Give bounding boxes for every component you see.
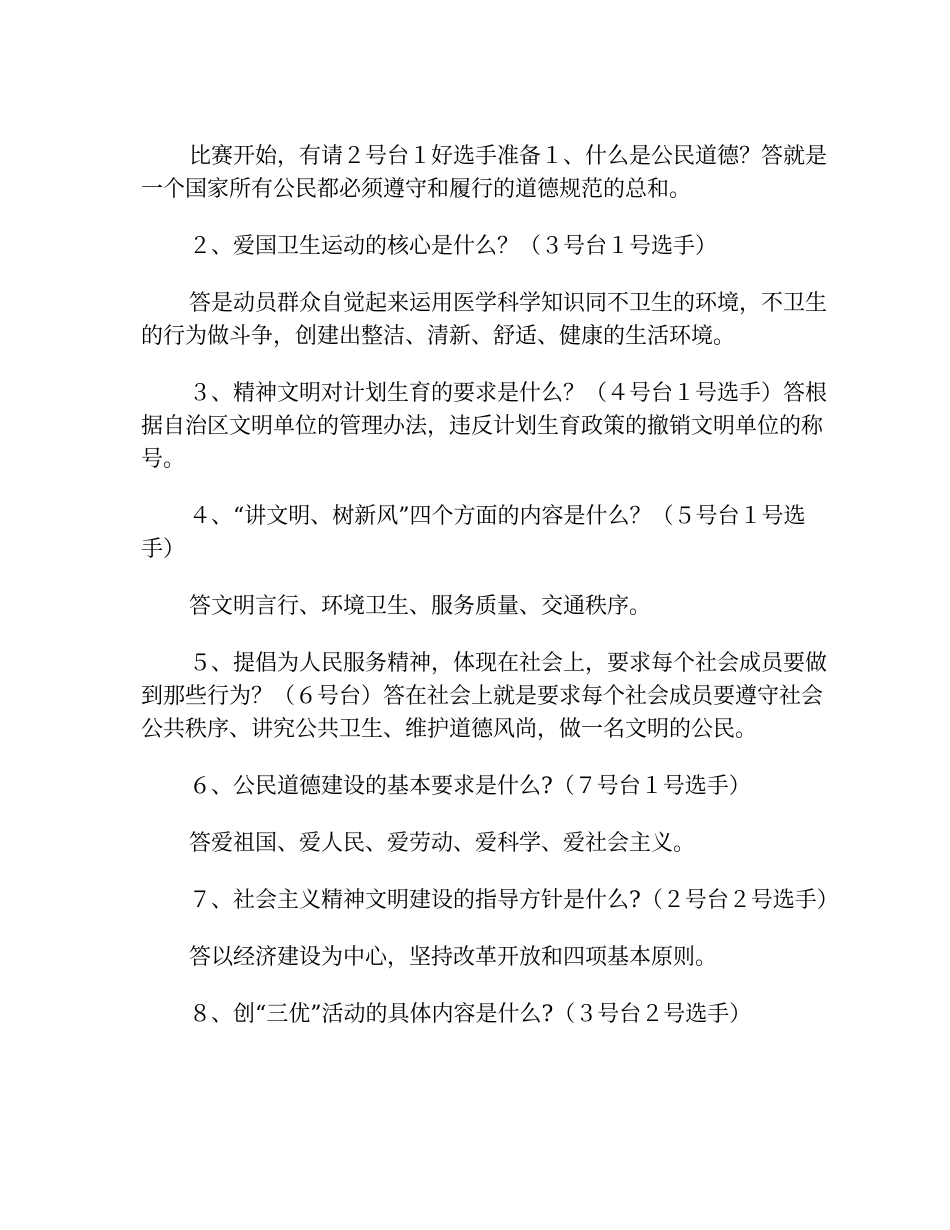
paragraph-q7: ７、社会主义精神文明建设的指导方针是什么?（２号台２号选手） xyxy=(189,888,839,913)
paragraph-a2: 答是动员群众自觉起来运用医学科学知识同不卫生的环境，不卫生的行为做斗争，创建出整洁、清新、舒适、健康的生活环境。 xyxy=(141,291,828,349)
paragraph-q3-a3: ３、精神文明对计划生育的要求是什么？（４号台１号选手）答根据自治区文明单位的管理办法，违反计划生育政策的撤销文明单位的称号。 xyxy=(141,381,828,472)
paragraph-q8: ８、创“三优”活动的具体内容是什么?（３号台２号选手） xyxy=(189,1002,752,1027)
paragraph-a4: 答文明言行、环境卫生、服务质量、交通秩序。 xyxy=(189,594,652,619)
paragraph-intro-q1: 比赛开始，有请２号台１好选手准备１、什么是公民道德？答就是一个国家所有公民都必须遵守和履行的道德规范的总和。 xyxy=(141,144,828,202)
paragraph-q5-a5: ５、提倡为人民服务精神，体现在社会上，要求每个社会成员要做到那些行为？（６号台）答在社会上就是要求每个社会成员要遵守社会公共秩序、讲究公共卫生、维护道德风尚，做一名文明的公民。 xyxy=(141,651,828,742)
paragraph-q4: ４、“讲文明、树新风”四个方面的内容是什么？（５号台１号选手） xyxy=(141,504,806,562)
paragraph-a6: 答爱祖国、爱人民、爱劳动、爱科学、爱社会主义。 xyxy=(189,831,696,856)
paragraph-q6: ６、公民道德建设的基本要求是什么?（７号台１号选手） xyxy=(189,774,751,799)
paragraph-a7: 答以经济建设为中心，坚持改革开放和四项基本原则。 xyxy=(189,945,718,970)
paragraph-q2: ２、爱国卫生运动的核心是什么？（３号台１号选手） xyxy=(189,234,718,259)
document-body xyxy=(141,140,839,1055)
